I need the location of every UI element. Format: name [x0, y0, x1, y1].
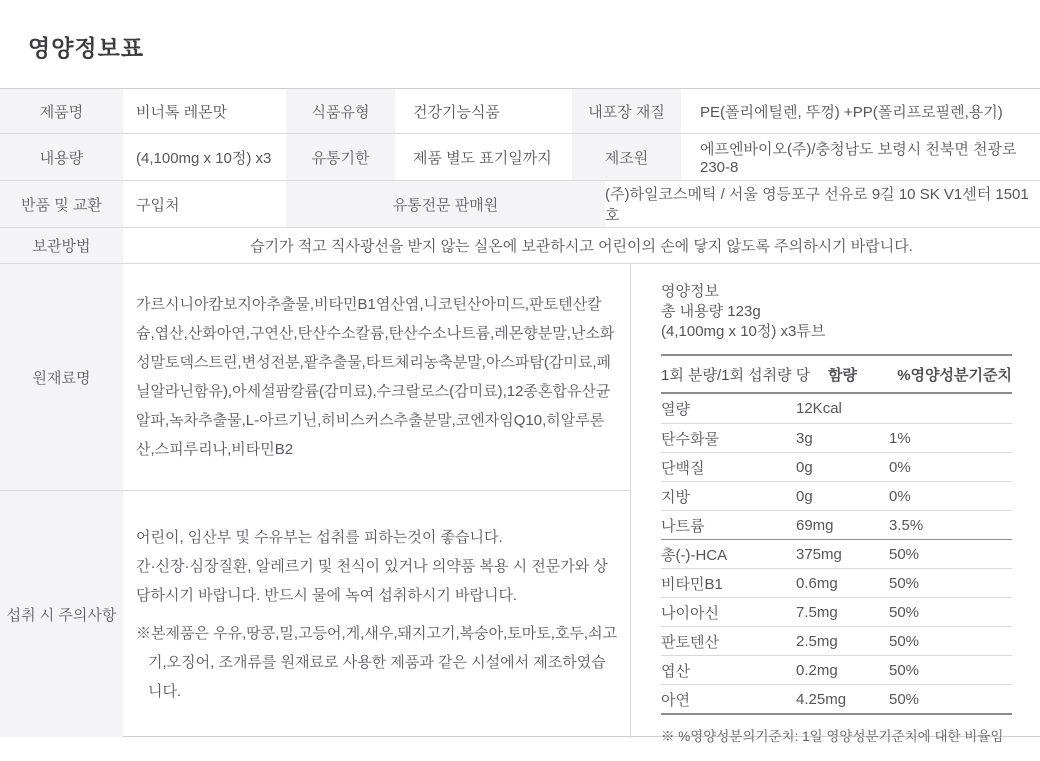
precaution-value — [123, 491, 628, 737]
nutrient-amount: 2.5mg — [796, 632, 838, 650]
nutrition-row — [661, 539, 1012, 568]
nutrient-daily-percent: 50% — [889, 574, 920, 592]
spec-row-return — [0, 181, 1040, 228]
nutrient-daily-percent: 50% — [889, 690, 920, 708]
nutrient-amount: 375mg — [796, 545, 842, 563]
nutrient-name: 지방 — [661, 488, 690, 506]
manufacturer-value: 에프엔바이오(주)/충청남도 보령시 천북면 천광로 230-8 — [700, 141, 1017, 176]
nutrient-amount: 0.2mg — [796, 661, 838, 679]
package-material-value: PE(폴리에틸렌, 뚜껑) +PP(폴리프로필렌,용기) — [700, 103, 1003, 121]
return-exchange-label: 반품 및 교환 — [0, 181, 123, 227]
nutrient-daily-percent: 1% — [889, 429, 911, 447]
nutrient-amount: 4.25mg — [796, 690, 847, 708]
ingredients-label: 원재료명 — [0, 264, 123, 490]
nutrition-row — [661, 452, 1012, 481]
return-exchange-value: 구입처 — [136, 196, 180, 214]
spec-row-ingredients — [0, 264, 630, 491]
nutrition-row — [661, 423, 1012, 452]
product-spec-table — [0, 88, 1040, 744]
nutrient-name: 열량 — [661, 401, 690, 418]
nutrient-daily-percent: 3.5% — [889, 516, 924, 534]
product-name-label: 제품명 — [0, 89, 123, 133]
nutrition-unit-desc: (4,100mg x 10정) x3튜브 — [661, 323, 826, 340]
nutrient-amount: 0g — [796, 458, 813, 476]
page-title: 영양정보표 — [28, 35, 145, 61]
nutrition-total-amount: 총 내용량 123g — [661, 303, 761, 320]
package-material-label: 내포장 재질 — [572, 89, 681, 133]
nutrient-name: 엽산 — [661, 662, 690, 680]
nutrient-daily-percent: 0% — [889, 458, 911, 476]
nutrient-amount: 0g — [796, 487, 813, 505]
nutrient-name: 탄수화물 — [661, 430, 719, 448]
precaution-line-2: 간·신장·심장질환, 알레르기 및 천식이 있거나 의약품 복용 시 전문가와 상담하시기 바랍니다. 반드시 물에 녹여 섭취하시기 바랍니다. — [136, 557, 608, 604]
nutrient-amount: 69mg — [796, 516, 834, 534]
storage-value: 습기가 적고 직사광선을 받지 않는 실온에 보관하시고 어린이의 손에 닿지 않도록 주의하시기 바랍니다. — [250, 238, 913, 255]
nutrient-amount: 12Kcal — [796, 400, 842, 417]
nutrient-daily-percent: 50% — [889, 632, 920, 650]
spec-row-storage — [0, 228, 1040, 264]
nutrition-col-serving: 1회 분량/1회 섭취량 당 — [661, 366, 811, 384]
manufacturer-label: 제조원 — [572, 134, 681, 180]
spec-row-precaution — [0, 491, 630, 737]
nutrition-header-row — [661, 356, 1012, 392]
nutrition-row — [661, 655, 1012, 684]
ingredients-text: 가르시니아캄보지아추출물,비타민B1염산염,니코틴산아미드,판토텐산칼슘,엽산,산화아연,구연산,탄산수소칼륨,탄산수소나트륨,레몬향분말,난소화성말토덱스트린,변성전분,팥추출물,타트체리농축분말,아스파탐(감미료,페닐알라닌함유),아세설팜칼륨(감미료),수크랄로스(감미료),12종혼합유산균알파,녹차추출물,L-아르기닌,히비스커스추출분말,코엔자임Q10,히알루론산,스피루리나,비타민B2 — [136, 296, 615, 458]
nutrition-facts-panel — [630, 264, 1040, 744]
expiry-label: 유통기한 — [286, 134, 395, 180]
nutrient-daily-percent: 50% — [889, 661, 920, 679]
storage-label: 보관방법 — [0, 228, 123, 263]
product-name-value: 비너톡 레몬맛 — [136, 103, 228, 121]
content-amount-value: (4,100mg x 10정) x3 — [136, 149, 272, 167]
nutrition-row — [661, 626, 1012, 655]
nutrient-daily-percent: 0% — [889, 487, 911, 505]
nutrition-title: 영양정보 — [661, 283, 719, 300]
precaution-label: 섭취 시 주의사항 — [0, 491, 123, 737]
nutrient-amount: 0.6mg — [796, 574, 838, 592]
nutrient-name: 아연 — [661, 691, 690, 709]
distributor-value: (주)하일코스메틱 / 서울 영등포구 선유로 9길 10 SK V1센터 1501호 — [605, 186, 1029, 224]
nutrient-name: 단백질 — [661, 459, 705, 477]
nutrition-row — [661, 394, 1012, 423]
food-type-label: 식품유형 — [286, 89, 395, 133]
distributor-label: 유통전문 판매원 — [286, 181, 605, 227]
precaution-line-3: ※본제품은 우유,땅콩,밀,고등어,게,새우,돼지고기,복숭아,토마토,호두,쇠고기,오징어, 조개류를 원재료로 사용한 제품과 같은 시설에서 제조하였습니다. — [136, 624, 618, 700]
nutrient-name: 판토텐산 — [661, 633, 719, 651]
nutrition-col-amount: 함량 — [828, 366, 857, 384]
nutrition-row — [661, 568, 1012, 597]
nutrition-row — [661, 597, 1012, 626]
nutrient-daily-percent: 50% — [889, 603, 920, 621]
nutrition-facts-inner — [661, 282, 1012, 745]
spec-row-content — [0, 134, 1040, 181]
nutrition-rows — [661, 392, 1012, 715]
nutrient-amount: 3g — [796, 429, 813, 447]
nutrition-footnote: ※ %영양성분의기준치: 1일 영양성분기준치에 대한 비율임 — [661, 729, 1004, 744]
ingredients-value — [123, 264, 628, 490]
nutrient-amount: 7.5mg — [796, 603, 838, 621]
nutrition-row — [661, 684, 1012, 713]
nutrient-name: 비타민B1 — [661, 575, 723, 593]
food-type-value: 건강기능식품 — [413, 103, 500, 121]
nutrition-col-daily: %영양성분기준치 — [897, 366, 1012, 384]
nutrition-row — [661, 481, 1012, 510]
precaution-line-1: 어린이, 임산부 및 수유부는 섭취를 피하는것이 좋습니다. — [136, 528, 503, 546]
expiry-value: 제품 별도 표기일까지 — [413, 149, 552, 167]
nutrient-name: 나이아신 — [661, 604, 719, 622]
nutrient-daily-percent: 50% — [889, 545, 920, 563]
content-amount-label: 내용량 — [0, 134, 123, 180]
spec-row-product — [0, 89, 1040, 134]
nutrient-name: 나트륨 — [661, 517, 705, 535]
nutrition-row — [661, 510, 1012, 539]
nutrient-name: 총(-)-HCA — [661, 546, 728, 564]
